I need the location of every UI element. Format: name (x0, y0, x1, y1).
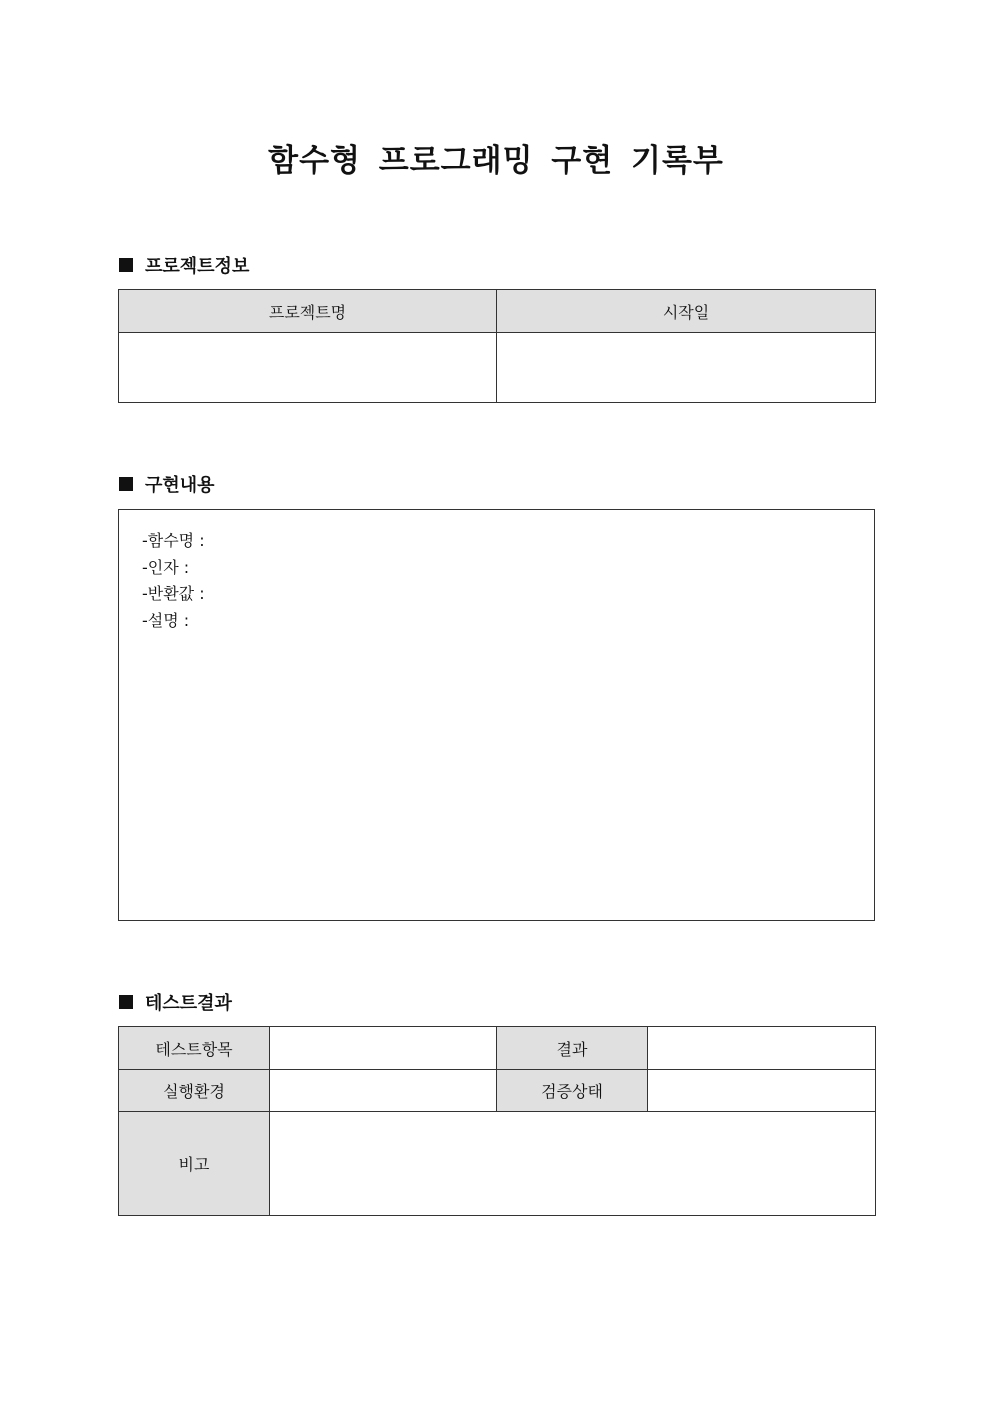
section-heading-project-info (119, 253, 249, 277)
section-heading-implementation (119, 472, 215, 496)
return-value-line: -반환값 : (142, 584, 205, 604)
section-title: 테스트결과 (145, 993, 232, 1014)
verification-status-label: 검증상태 (497, 1070, 648, 1112)
verification-status-field[interactable] (648, 1070, 876, 1112)
project-name-field[interactable] (119, 333, 497, 403)
function-name-line: -함수명 : (142, 531, 205, 550)
square-bullet-icon (119, 258, 133, 272)
test-item-label: 테스트항목 (119, 1027, 270, 1070)
section-title: 구현내용 (145, 475, 215, 496)
environment-label: 실행환경 (119, 1070, 270, 1112)
test-item-field[interactable] (270, 1027, 497, 1070)
description-line: -설명 : (142, 611, 190, 631)
document-title: 함수형 프로그래밍 구현 기록부 (268, 143, 724, 179)
header-project-name: 프로젝트명 (119, 290, 497, 333)
test-result-table (118, 1026, 876, 1216)
project-info-table (118, 289, 876, 403)
header-start-date: 시작일 (497, 290, 876, 333)
implementation-content-box[interactable] (118, 509, 875, 921)
square-bullet-icon (119, 477, 133, 491)
section-heading-test-result (119, 990, 232, 1014)
implementation-fields (142, 528, 205, 635)
start-date-field[interactable] (497, 333, 876, 403)
result-label: 결과 (497, 1027, 648, 1070)
arguments-line: -인자 : (142, 557, 190, 577)
result-field[interactable] (648, 1027, 876, 1070)
environment-field[interactable] (270, 1070, 497, 1112)
remarks-label: 비고 (119, 1112, 270, 1216)
square-bullet-icon (119, 995, 133, 1009)
remarks-field[interactable] (270, 1112, 876, 1216)
section-title: 프로젝트정보 (145, 256, 250, 277)
